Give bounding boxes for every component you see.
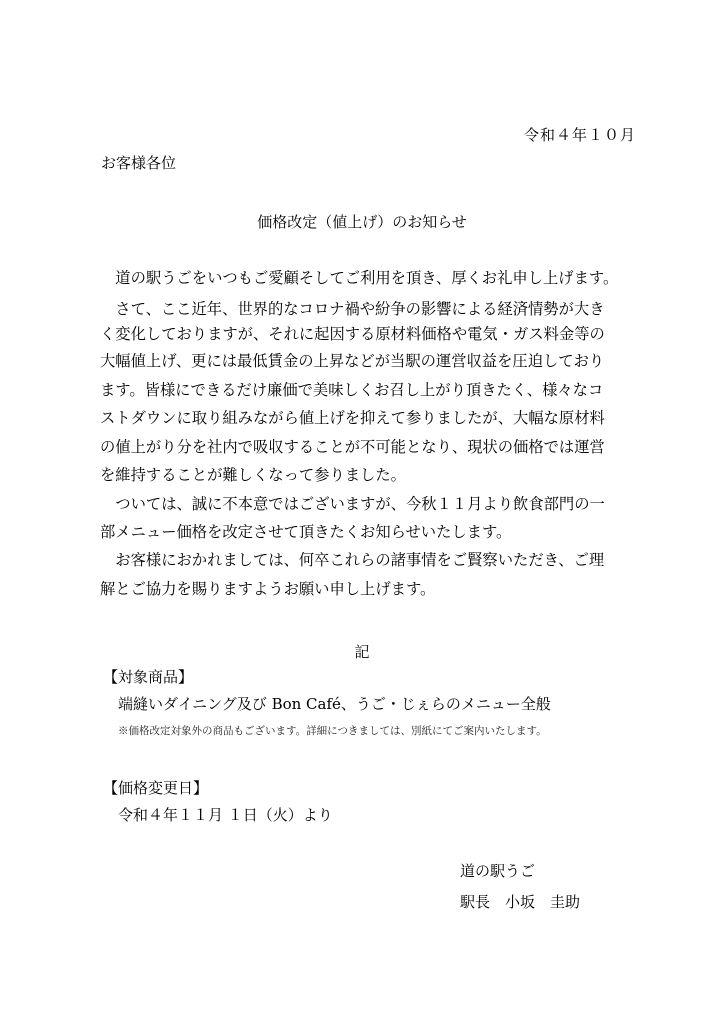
signature-org: 道の駅うご	[460, 862, 536, 880]
signature-person: 駅長 小坂 圭助	[460, 893, 581, 911]
body-line: 部メニュー価格を改定させて頂きたくお知らせいたします。	[100, 523, 512, 541]
body-line: 道の駅うごをいつもご愛顧そしてご利用を頂き、厚くお礼申し上げます。	[100, 269, 619, 287]
body-line: く変化しておりますが、それに起因する原材料価格や電気・ガス料金等の	[100, 325, 605, 343]
date-line: 令和４年１０月	[523, 126, 636, 144]
body-line: お客様におかれましては、何卒これらの諸事情をご賢察いただき、ご理	[100, 551, 605, 569]
body-line: 大幅値上げ、更には最低賃金の上昇などが当駅の運営収益を圧迫しており	[100, 352, 605, 370]
notice-title: 価格改定（値上げ）のお知らせ	[257, 213, 467, 231]
body-line: さて、ここ近年、世界的なコロナ禍や紛争の影響による経済情勢が大き	[100, 300, 605, 318]
target-products-label: 【対象商品】	[103, 668, 194, 686]
body-line: ついては、誠に不本意ではございますが、今秋１１月より飲食部門の一	[100, 495, 605, 513]
change-date-label: 【価格変更日】	[103, 779, 209, 797]
target-products-value: 端縫いダイニング及び Bon Café、うご・じぇらのメニュー全般	[118, 695, 551, 713]
target-products-note: ※価格改定対象外の商品もございます。詳細につきましては、別紙にてご案内いたします。	[118, 725, 547, 737]
salutation: お客様各位	[101, 154, 177, 172]
ki-heading: 記	[354, 643, 370, 661]
body-line: を維持することが難しくなって参りました。	[100, 466, 406, 484]
body-line: 解とご協力を賜りますようお願い申し上げます。	[100, 580, 436, 598]
body-line: ストダウンに取り組みながら値上げを抑えて参りましたが、大幅な原材料	[100, 409, 605, 427]
change-date-value: 令和４年１１月 １日（火）より	[118, 806, 333, 824]
body-line: ます。皆様にできるだけ廉価で美味しくお召し上がり頂きたく、様々なコ	[100, 381, 604, 399]
body-line: の値上がり分を社内で吸収することが不可能となり、現状の価格では運営	[100, 438, 605, 456]
